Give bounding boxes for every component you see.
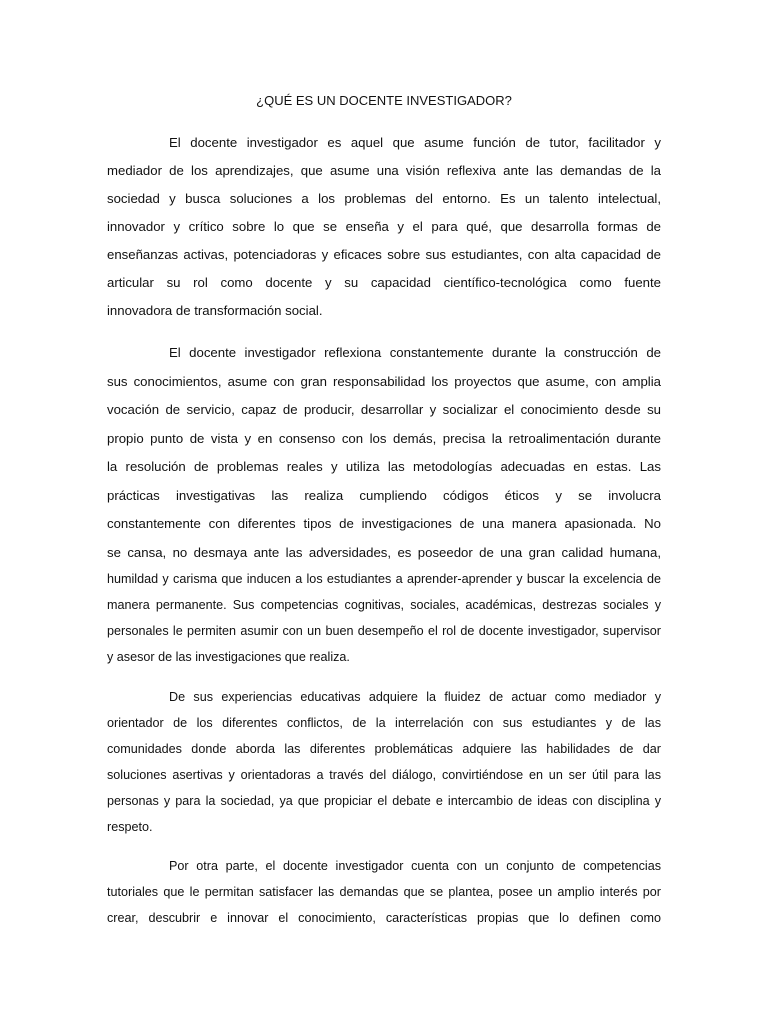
paragraph-2-line-10: manera permanente. Sus competencias cognitivas, sociales, académicas, destrezas sociales y (107, 598, 661, 612)
paragraph-3-line-6: respeto. (107, 820, 153, 834)
paragraph-2-line-4: propio punto de vista y en consenso con los demás, precisa la retroalimentación durante (107, 431, 661, 446)
paragraph-3-line-3: comunidades donde aborda las diferentes problemáticas adquiere las habilidades de dar (107, 742, 661, 756)
paragraph-4-line-1: Por otra parte, el docente investigador cuenta con un conjunto de competencias (169, 859, 661, 873)
paragraph-1-line-2: mediador de los aprendizajes, que asume una visión reflexiva ante las demandas de la (107, 163, 661, 178)
paragraph-2-line-9: humildad y carisma que inducen a los estudiantes a aprender-aprender y buscar la excelencia de (107, 572, 661, 586)
paragraph-1-line-6: articular su rol como docente y su capacidad científico-tecnológica como fuente (107, 275, 661, 290)
document-title: ¿QUÉ ES UN DOCENTE INVESTIGADOR? (256, 93, 512, 108)
paragraph-3-line-1: De sus experiencias educativas adquiere la fluidez de actuar como mediador y (169, 690, 661, 704)
paragraph-2-line-3: vocación de servicio, capaz de producir, desarrollar y socializar el conocimiento desde su (107, 402, 661, 417)
paragraph-1-line-1: El docente investigador es aquel que asume función de tutor, facilitador y (169, 135, 661, 150)
paragraph-1-line-7: innovadora de transformación social. (107, 303, 323, 318)
paragraph-4-line-2: tutoriales que le permitan satisfacer las demandas que se plantea, posee un amplio interés por (107, 885, 661, 899)
paragraph-2-line-2: sus conocimientos, asume con gran responsabilidad los proyectos que asume, con amplia (107, 374, 661, 389)
paragraph-1-line-5: enseñanzas activas, potenciadoras y eficaces sobre sus estudiantes, con alta capacidad de (107, 247, 661, 262)
paragraph-2-line-1: El docente investigador reflexiona constantemente durante la construcción de (169, 345, 661, 360)
paragraph-2-line-6: prácticas investigativas las realiza cumpliendo códigos éticos y se involucra (107, 488, 661, 503)
paragraph-1-line-3: sociedad y busca soluciones a los problemas del entorno. Es un talento intelectual, (107, 191, 661, 206)
paragraph-2-line-12: y asesor de las investigaciones que realiza. (107, 650, 350, 664)
paragraph-2-line-8: se cansa, no desmaya ante las adversidades, es poseedor de una gran calidad humana, (107, 545, 661, 560)
paragraph-2-line-5: la resolución de problemas reales y utiliza las metodologías adecuadas en estas. Las (107, 459, 661, 474)
paragraph-1-line-4: innovador y crítico sobre lo que se enseña y el para qué, que desarrolla formas de (107, 219, 661, 234)
paragraph-3-line-4: soluciones asertivas y orientadoras a través del diálogo, convirtiéndose en un ser útil para las (107, 768, 661, 782)
paragraph-2-line-11: personales le permiten asumir con un buen desempeño el rol de docente investigador, supervisor (107, 624, 661, 638)
paragraph-2-line-7: constantemente con diferentes tipos de investigaciones de una manera apasionada. No (107, 516, 661, 531)
paragraph-3-line-5: personas y para la sociedad, ya que propiciar el debate e intercambio de ideas con disciplina y (107, 794, 661, 808)
paragraph-3-line-2: orientador de los diferentes conflictos, de la interrelación con sus estudiantes y de las (107, 716, 661, 730)
paragraph-4-line-3: crear, descubrir e innovar el conocimiento, características propias que lo definen como (107, 911, 661, 925)
